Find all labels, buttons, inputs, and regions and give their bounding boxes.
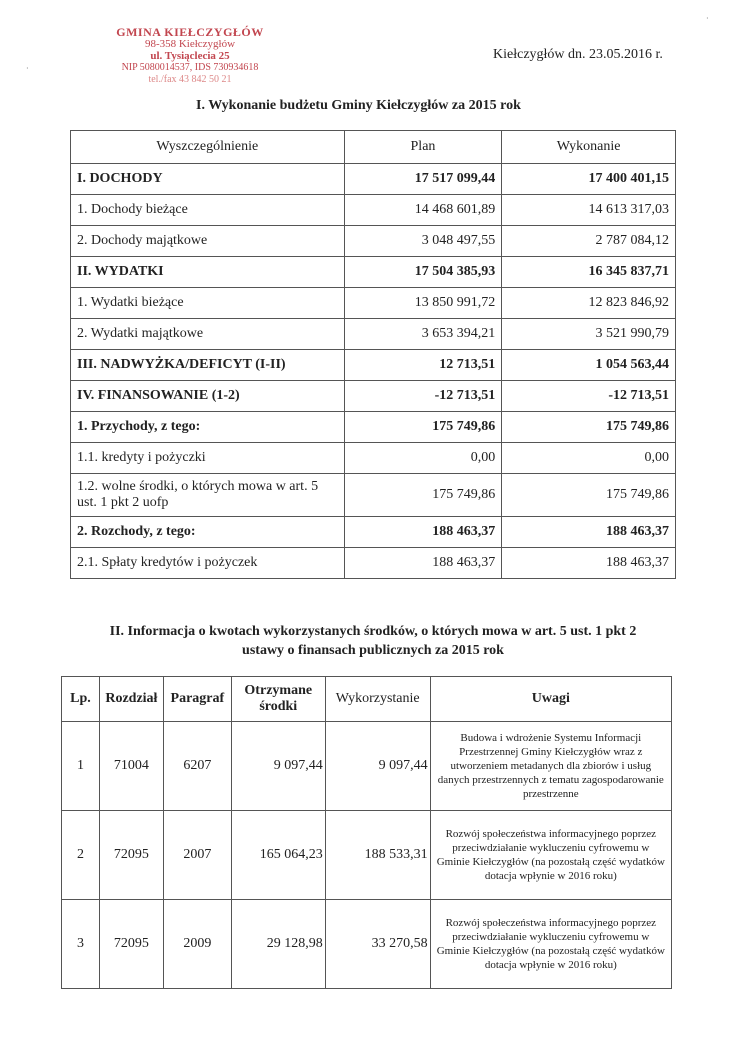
stamp-ids: NIP 5080014537, IDS 730934618 — [121, 62, 259, 73]
col-header-lp: Lp. — [62, 677, 100, 722]
row-label: 1. Przychody, z tego: — [71, 412, 345, 443]
cell-wykorzystanie: 33 270,58 — [325, 900, 430, 989]
row-plan: 188 463,37 — [344, 548, 502, 579]
col-header-rozdzial: Rozdział — [99, 677, 163, 722]
scan-speck: · — [706, 14, 709, 23]
cell-otrzymane: 29 128,98 — [231, 900, 325, 989]
row-plan: 17 517 099,44 — [344, 164, 502, 195]
table-row — [71, 350, 676, 381]
row-exec: 175 749,86 — [502, 412, 676, 443]
row-plan: 14 468 601,89 — [344, 195, 502, 226]
section2-title — [70, 622, 676, 660]
row-label: I. DOCHODY — [71, 164, 345, 195]
section2-title-line2: ustawy o finansach publicznych za 2015 rok — [242, 643, 504, 658]
col-header-uwagi: Uwagi — [430, 677, 671, 722]
row-label: IV. FINANSOWANIE (1-2) — [71, 381, 345, 412]
row-exec: 175 749,86 — [502, 474, 676, 517]
row-exec: 3 521 990,79 — [502, 319, 676, 350]
row-label: 2.1. Spłaty kredytów i pożyczek — [71, 548, 345, 579]
row-label: II. WYDATKI — [71, 257, 345, 288]
cell-rozdzial: 72095 — [99, 811, 163, 900]
cell-rozdzial: 72095 — [99, 900, 163, 989]
table-row — [71, 288, 676, 319]
cell-paragraf: 2009 — [163, 900, 231, 989]
cell-lp: 1 — [62, 722, 100, 811]
table-row — [71, 195, 676, 226]
row-exec: -12 713,51 — [502, 381, 676, 412]
table-header-row — [62, 677, 672, 722]
stamp-phone: tel./fax 43 842 50 21 — [148, 74, 232, 85]
cell-paragraf: 6207 — [163, 722, 231, 811]
row-plan: 175 749,86 — [344, 412, 502, 443]
funds-table — [61, 676, 672, 989]
cell-uwagi: Rozwój społeczeństwa informacyjnego poprzez przeciwdziałanie wykluczeniu cyfrowemu w Gminie Kiełczygłów (na pozostałą część wydatków dotacja wpłynie w 2016 roku) — [430, 900, 671, 989]
row-plan: 17 504 385,93 — [344, 257, 502, 288]
row-exec: 2 787 084,12 — [502, 226, 676, 257]
table-row — [71, 548, 676, 579]
row-exec: 188 463,37 — [502, 517, 676, 548]
table-row — [71, 164, 676, 195]
stamp-name: GMINA KIEŁCZYGŁÓW — [116, 25, 264, 39]
col-header-item: Wyszczególnienie — [71, 131, 345, 164]
table-row — [71, 319, 676, 350]
row-label: 2. Wydatki majątkowe — [71, 319, 345, 350]
row-plan: 0,00 — [344, 443, 502, 474]
col-header-wykorzystanie: Wykorzystanie — [325, 677, 430, 722]
table-header-row — [71, 131, 676, 164]
row-label: 1. Wydatki bieżące — [71, 288, 345, 319]
cell-otrzymane: 9 097,44 — [231, 722, 325, 811]
table-row — [71, 412, 676, 443]
cell-wykorzystanie: 188 533,31 — [325, 811, 430, 900]
table-row — [71, 474, 676, 517]
table-row — [71, 517, 676, 548]
scan-speck: · — [26, 64, 29, 73]
col-header-paragraf: Paragraf — [163, 677, 231, 722]
table-row — [62, 900, 672, 989]
row-label: 2. Dochody majątkowe — [71, 226, 345, 257]
col-header-exec: Wykonanie — [502, 131, 676, 164]
row-label: 1.1. kredyty i pożyczki — [71, 443, 345, 474]
office-stamp — [100, 26, 280, 86]
row-plan: 175 749,86 — [344, 474, 502, 517]
row-exec: 188 463,37 — [502, 548, 676, 579]
place-date: Kiełczygłów dn. 23.05.2016 r. — [493, 47, 663, 62]
table-row — [62, 722, 672, 811]
budget-table — [70, 130, 676, 579]
row-label: 1. Dochody bieżące — [71, 195, 345, 226]
row-plan: 188 463,37 — [344, 517, 502, 548]
cell-uwagi: Rozwój społeczeństwa informacyjnego poprzez przeciwdziałanie wykluczeniu cyfrowemu w Gminie Kiełczygłów (na pozostałą część wydatków dotacja wpłynie w 2016 roku) — [430, 811, 671, 900]
cell-lp: 3 — [62, 900, 100, 989]
stamp-street: ul. Tysiąclecia 25 — [150, 50, 230, 62]
row-plan: 12 713,51 — [344, 350, 502, 381]
row-label: 2. Rozchody, z tego: — [71, 517, 345, 548]
cell-lp: 2 — [62, 811, 100, 900]
table-row — [71, 257, 676, 288]
cell-paragraf: 2007 — [163, 811, 231, 900]
row-label: 1.2. wolne środki, o których mowa w art. 5 ust. 1 pkt 2 uofp — [71, 474, 345, 517]
stamp-postal: 98-358 Kiełczygłów — [144, 38, 236, 50]
table-row — [71, 443, 676, 474]
row-plan: 3 048 497,55 — [344, 226, 502, 257]
table-row — [71, 226, 676, 257]
row-plan: 13 850 991,72 — [344, 288, 502, 319]
row-plan: -12 713,51 — [344, 381, 502, 412]
section1-title: I. Wykonanie budżetu Gminy Kiełczygłów za 2015 rok — [196, 98, 521, 113]
row-exec: 17 400 401,15 — [502, 164, 676, 195]
row-exec: 14 613 317,03 — [502, 195, 676, 226]
row-exec: 12 823 846,92 — [502, 288, 676, 319]
col-header-plan: Plan — [344, 131, 502, 164]
section2-title-line1: II. Informacja o kwotach wykorzystanych środków, o których mowa w art. 5 ust. 1 pkt 2 — [109, 624, 637, 639]
row-exec: 0,00 — [502, 443, 676, 474]
table-row — [71, 381, 676, 412]
row-label: III. NADWYŻKA/DEFICYT (I-II) — [71, 350, 345, 381]
table-row — [62, 811, 672, 900]
cell-rozdzial: 71004 — [99, 722, 163, 811]
row-exec: 16 345 837,71 — [502, 257, 676, 288]
cell-wykorzystanie: 9 097,44 — [325, 722, 430, 811]
row-exec: 1 054 563,44 — [502, 350, 676, 381]
cell-otrzymane: 165 064,23 — [231, 811, 325, 900]
cell-uwagi: Budowa i wdrożenie Systemu Informacji Przestrzennej Gminy Kiełczygłów wraz z utworzeniem metadanych dla zbiorów i usług danych przestrzennych z tematu zagospodarowanie przestrzenne — [430, 722, 671, 811]
row-plan: 3 653 394,21 — [344, 319, 502, 350]
col-header-otrzymane: Otrzymane środki — [231, 677, 325, 722]
